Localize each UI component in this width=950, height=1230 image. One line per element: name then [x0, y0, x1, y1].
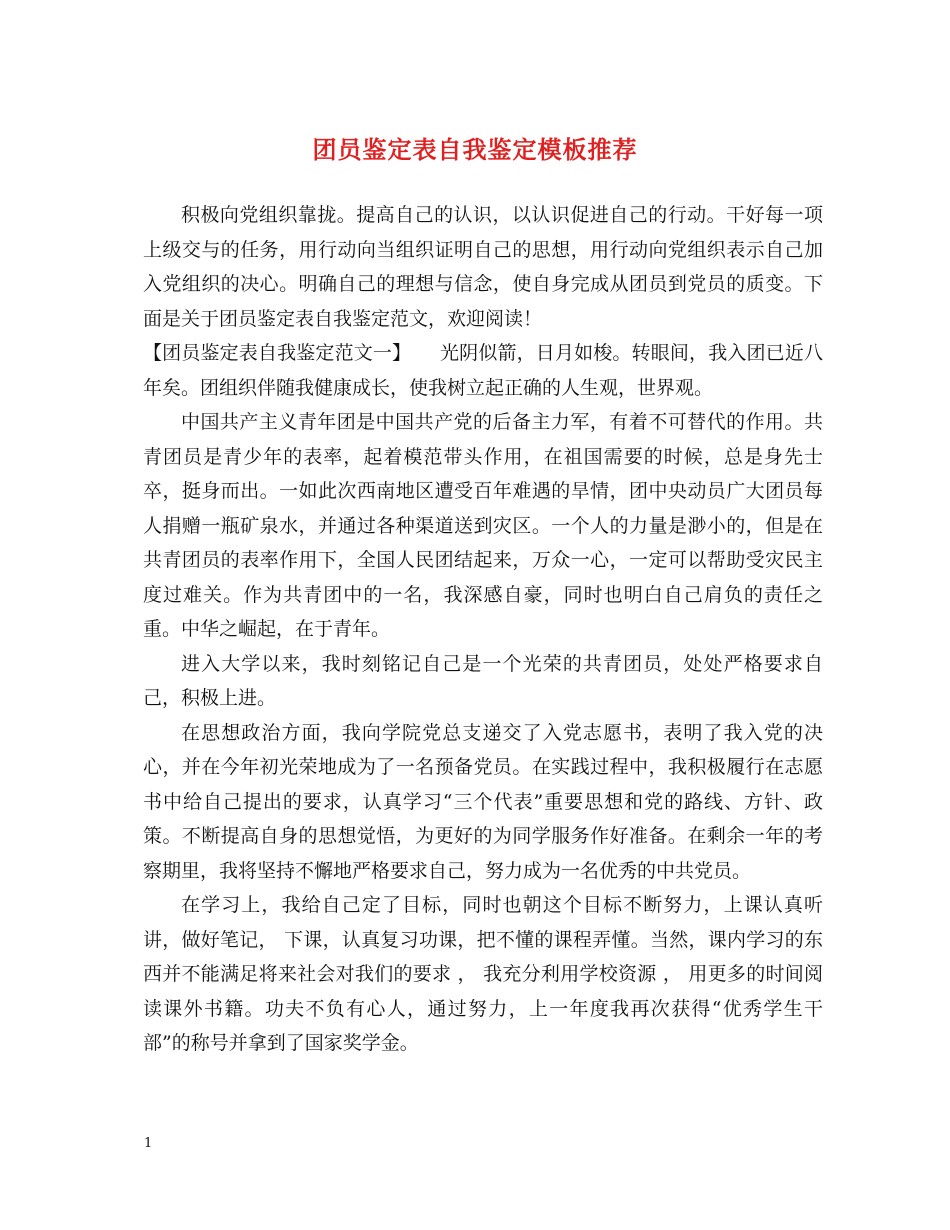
- page-number: 1: [144, 1136, 153, 1151]
- body-paragraph: 在思想政治方面，我向学院党总支递交了入党志愿书，表明了我入党的决心，并在今年初光荣地成为了一名预备党员。在实践过程中，我积极履行在志愿书中给自己提出的要求，认真学习“三个代表”重要思想和党的路线、方针、政策。不断提高自身的思想觉悟，为更好的为同学服务作好准备。在剩余一年的考察期里，我将坚持不懈地严格要求自己，努力成为一名优秀的中共党员。: [143, 721, 823, 882]
- body-paragraph: 中国共产主义青年团是中国共产党的后备主力军，有着不可替代的作用。共青团员是青少年的表率，起着模范带头作用，在祖国需要的时候，总是身先士卒，挺身而出。一如此次西南地区遭受百年难遇的旱情，团中央动员广大团员每人捐赠一瓶矿泉水，并通过各种渠道送到灾区。一个人的力量是渺小的，但是在共青团员的表率作用下，全国人民团结起来，万众一心，一定可以帮助受灾民主度过难关。作为共青团中的一名，我深感自豪，同时也明白自己肩负的责任之重。中华之崛起，在于青年。: [143, 411, 823, 640]
- body-paragraph: 在学习上，我给自己定了目标，同时也朝这个目标不断努力，上课认真听讲，做好笔记， 下课，认真复习功课，把不懂的课程弄懂。当然，课内学习的东西并不能满足将来社会对我们的要求 ， 我充分利用学校资源 ， 用更多的时间阅读课外书籍。功夫不负有心人，通过努力，上一年度我再次获得“优秀学生干部”的称号并拿到了国家奖学金。: [143, 894, 823, 1054]
- document-title: 团员鉴定表自我鉴定模板推荐: [312, 135, 638, 164]
- document-body: [143, 198, 823, 1061]
- intro-paragraph: 积极向党组织靠拢。提高自己的认识，以认识促进自己的行动。干好每一项上级交与的任务，用行动向当组织证明自己的思想，用行动向党组织表示自己加入党组织的决心。明确自己的理想与信念，使自身完成从团员到党员的质变。下面是关于团员鉴定表自我鉴定范文，欢迎阅读！: [143, 204, 823, 330]
- body-paragraph: 进入大学以来，我时刻铭记自己是一个光荣的共青团员，处处严格要求自己，积极上进。: [143, 652, 823, 709]
- sample-heading-paragraph: 【团员鉴定表自我鉴定范文一】 光阴似箭，日月如梭。转眼间，我入团已近八年矣。团组织伴随我健康成长，使我树立起正确的人生观，世界观。: [143, 342, 823, 399]
